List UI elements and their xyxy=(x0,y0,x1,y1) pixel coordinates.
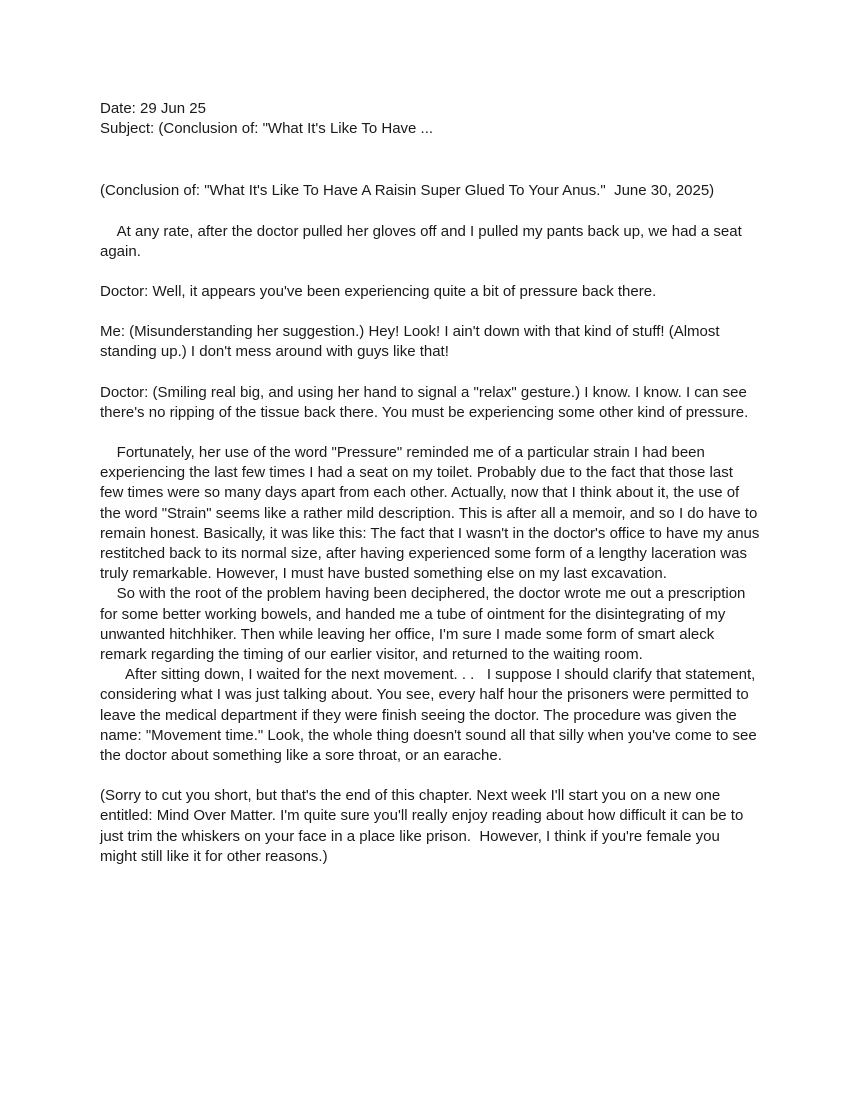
paragraph-1: At any rate, after the doctor pulled her gloves off and I pulled my pants back up, we had a seat again. xyxy=(100,222,746,260)
paragraph-5: Fortunately, her use of the word "Pressure" reminded me of a particular strain I had been experiencing the last few times I had a seat on my toilet. Probably due to the fact that those last few times were so many days apart from each other. Actually, now that I think about it, the use of the word "Strain" seems like a rather mild description. This is after all a memoir, and so I do have to remain honest. Basically, it was like this: The fact that I wasn't in the doctor's office to have my anus restitched back to its normal size, after having experienced some form of a lengthy laceration was truly remarkable. However, I must have busted something else on my last excavation. xyxy=(100,444,764,583)
paragraph-7: After sitting down, I waited for the next movement. . . I suppose I should clarify that statement, considering what I was just talking about. You see, every half hour the prisoners were permitted to leave the medical department if they were finish seeing the doctor. The procedure was given the name: "Movement time." Look, the whole thing doesn't sound all that silly when you've come to see the doctor about something like a sore throat, or an earache. xyxy=(100,666,761,765)
document-title: (Conclusion of: "What It's Like To Have A Raisin Super Glued To Your Anus." June 30, 2025) xyxy=(100,182,715,200)
paragraph-8: (Sorry to cut you short, but that's the end of this chapter. Next week I'll start you on a new one entitled: Mind Over Matter. I'm quite sure you'll really enjoy reading about how difficult it can be to just trim the whiskers on your face in a place like prison. However, I think if you're female you might still like it for other reasons.) xyxy=(100,787,748,865)
paragraph-6: So with the root of the problem having been deciphered, the doctor wrote me out a prescription for some better working bowels, and handed me a tube of ointment for the disintegrating of my unwanted hitchhiker. Then while leaving her office, I'm sure I made some form of smart aleck remark regarding the timing of our earlier visitor, and returned to the waiting room. xyxy=(100,585,750,664)
date-line: Date: 29 Jun 25 xyxy=(100,100,206,117)
paragraph-2: Doctor: Well, it appears you've been experiencing quite a bit of pressure back there. xyxy=(100,283,657,301)
document-page xyxy=(100,99,764,867)
header-spacer xyxy=(100,139,760,181)
paragraph-4: Doctor: (Smiling real big, and using her hand to signal a "relax" gesture.) I know. I know. I can see there's no ripping of the tissue back there. You must be experiencing some other kind of pressure. xyxy=(100,383,751,421)
subject-line: Subject: (Conclusion of: "What It's Like To Have ... xyxy=(100,120,434,138)
paragraph-3: Me: (Misunderstanding her suggestion.) Hey! Look! I ain't down with that kind of stuff! (Almost standing up.) I don't mess around with guys like that! xyxy=(100,323,724,361)
